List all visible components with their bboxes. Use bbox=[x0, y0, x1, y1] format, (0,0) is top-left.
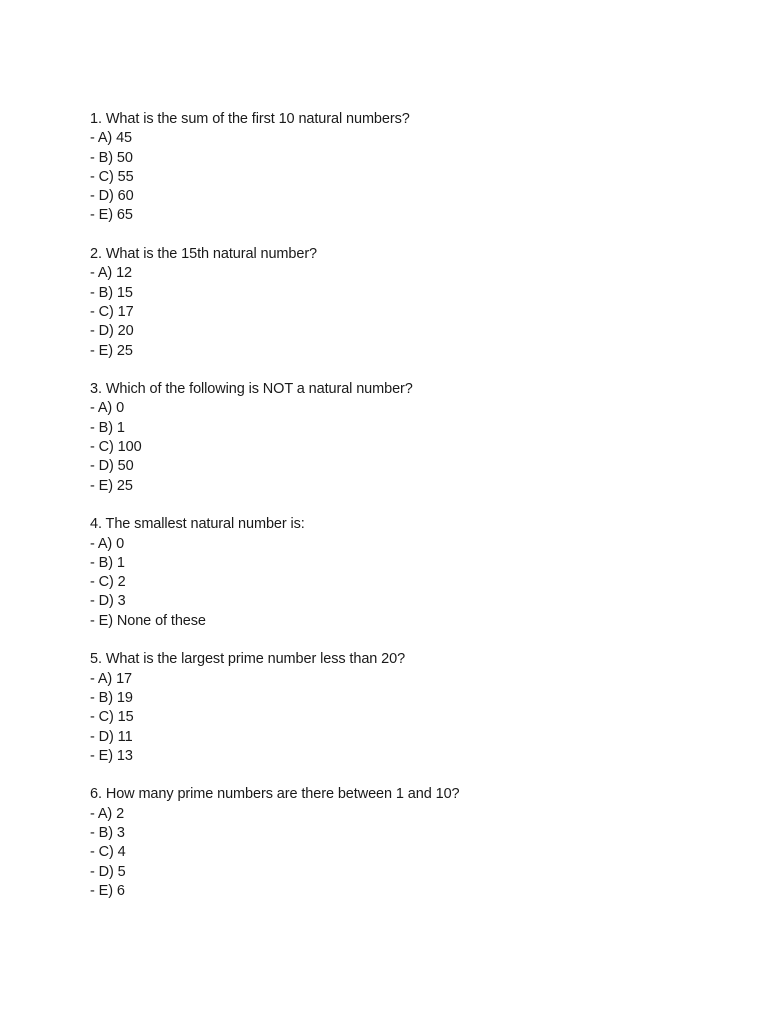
answer-option: - C) 4 bbox=[90, 844, 126, 861]
answer-option: - E) 25 bbox=[90, 342, 133, 359]
question-text: 1. What is the sum of the first 10 natural numbers? bbox=[90, 111, 410, 127]
question-block-3 bbox=[90, 380, 710, 496]
answer-option: - B) 3 bbox=[90, 824, 125, 841]
answer-option: - A) 2 bbox=[90, 805, 125, 822]
answer-option: - E) 65 bbox=[90, 207, 133, 224]
question-block-6 bbox=[90, 785, 710, 901]
answer-option: - A) 17 bbox=[90, 670, 133, 687]
document-page bbox=[90, 110, 710, 920]
question-block-1 bbox=[90, 110, 710, 226]
answer-option: - C) 55 bbox=[90, 168, 134, 185]
answer-option: - D) 3 bbox=[90, 593, 126, 610]
answer-option: - A) 0 bbox=[90, 400, 125, 417]
answer-option: - B) 19 bbox=[90, 689, 133, 706]
question-block-4 bbox=[90, 515, 710, 631]
answer-option: - D) 50 bbox=[90, 458, 134, 475]
answer-option: - B) 1 bbox=[90, 554, 125, 571]
answer-option: - E) 13 bbox=[90, 747, 133, 764]
answer-option: - E) 25 bbox=[90, 477, 133, 494]
question-text: 3. Which of the following is NOT a natural number? bbox=[90, 381, 413, 398]
answer-option: - C) 2 bbox=[90, 574, 126, 591]
answer-option: - D) 60 bbox=[90, 188, 134, 205]
answer-option: - C) 15 bbox=[90, 709, 134, 726]
answer-option: - E) None of these bbox=[90, 612, 206, 629]
answer-option: - E) 6 bbox=[90, 882, 125, 899]
answer-option: - C) 17 bbox=[90, 303, 134, 320]
answer-option: - A) 12 bbox=[90, 265, 133, 282]
answer-option: - A) 0 bbox=[90, 535, 125, 552]
question-text: 4. The smallest natural number is: bbox=[90, 516, 305, 533]
answer-option: - B) 15 bbox=[90, 284, 133, 301]
question-text: 5. What is the largest prime number less than 20? bbox=[90, 651, 406, 668]
answer-option: - A) 45 bbox=[90, 130, 133, 147]
answer-option: - B) 50 bbox=[90, 149, 133, 166]
question-text: 2. What is the 15th natural number? bbox=[90, 246, 318, 263]
answer-option: - D) 20 bbox=[90, 323, 134, 340]
answer-option: - B) 1 bbox=[90, 419, 125, 436]
answer-option: - C) 100 bbox=[90, 439, 142, 456]
question-text: 6. How many prime numbers are there between 1 and 10? bbox=[90, 786, 460, 803]
question-block-5 bbox=[90, 650, 710, 766]
answer-option: - D) 11 bbox=[90, 728, 133, 745]
answer-option: - D) 5 bbox=[90, 863, 126, 880]
question-block-2 bbox=[90, 245, 710, 361]
